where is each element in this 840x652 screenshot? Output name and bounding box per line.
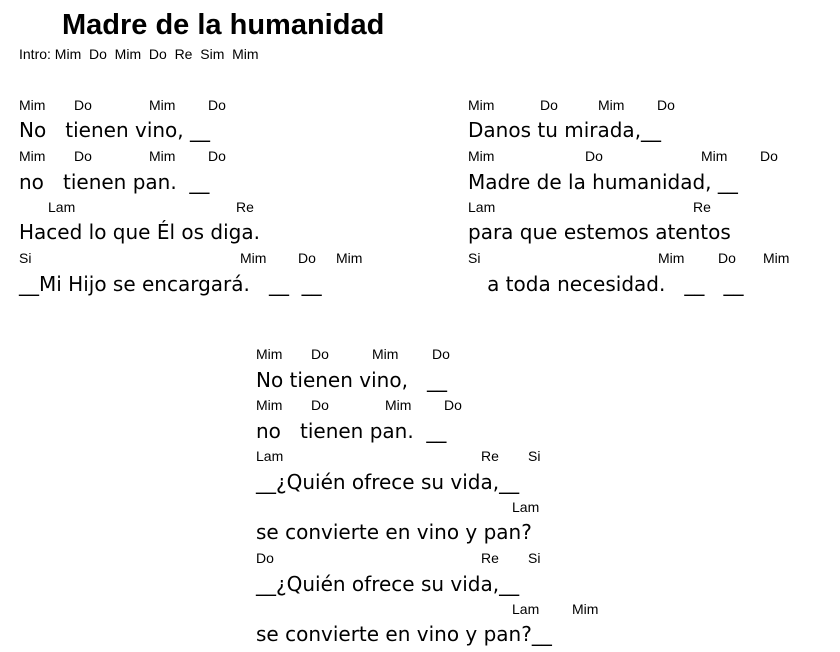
lyric-line: No tienen vino, __ (256, 368, 448, 392)
chord: Do (432, 346, 450, 362)
chord: Do (657, 97, 675, 113)
chord: Do (444, 397, 462, 413)
chord: Do (585, 148, 603, 164)
lyric-line: no tienen pan. __ (256, 419, 447, 443)
lyric-line: Danos tu mirada,__ (468, 118, 662, 142)
intro-chords: Intro: Mim Do Mim Do Re Sim Mim (19, 46, 259, 62)
lyric-line: Madre de la humanidad, __ (468, 170, 738, 194)
chord: Mim (149, 97, 176, 113)
chord: Do (311, 346, 329, 362)
chord: Si (528, 550, 541, 566)
chord: Do (718, 250, 736, 266)
chord: Mim (763, 250, 790, 266)
chord: Do (74, 97, 92, 113)
chord: Mim (256, 346, 283, 362)
chord: Do (298, 250, 316, 266)
chord: Si (468, 250, 481, 266)
chord: Mim (372, 346, 399, 362)
chord: Do (74, 148, 92, 164)
chord: Mim (468, 148, 495, 164)
chord: Mim (19, 97, 46, 113)
chord: Mim (572, 601, 599, 617)
chord: Si (528, 448, 541, 464)
lyric-line: No tienen vino, __ (19, 118, 211, 142)
chord: Mim (256, 397, 283, 413)
lyric-line: a toda necesidad. __ __ (468, 272, 744, 296)
chord: Mim (336, 250, 363, 266)
lyric-line: Haced lo que Él os diga. (19, 220, 260, 244)
song-title: Madre de la humanidad (62, 9, 385, 41)
chord: Do (760, 148, 778, 164)
chord: Re (236, 199, 254, 215)
chord: Re (481, 448, 499, 464)
chord: Mim (19, 148, 46, 164)
lyric-line: __Mi Hijo se encargará. __ __ (19, 272, 322, 296)
chord: Lam (256, 448, 284, 464)
chord: Do (256, 550, 274, 566)
chord: Re (693, 199, 711, 215)
chord: Lam (512, 499, 540, 515)
chord: Mim (149, 148, 176, 164)
chord: Re (481, 550, 499, 566)
chord: Mim (658, 250, 685, 266)
chord: Do (208, 148, 226, 164)
chord: Do (208, 97, 226, 113)
chord: Mim (468, 97, 495, 113)
lyric-line: __¿Quién ofrece su vida,__ (256, 572, 520, 596)
chord: Si (19, 250, 32, 266)
chord: Lam (48, 199, 76, 215)
chord: Mim (240, 250, 267, 266)
lyric-line: __¿Quién ofrece su vida,__ (256, 470, 520, 494)
lyric-line: para que estemos atentos (468, 220, 731, 244)
chord: Lam (512, 601, 540, 617)
lyric-line: no tienen pan. __ (19, 170, 210, 194)
chord: Lam (468, 199, 496, 215)
lyric-line: se convierte en vino y pan?__ (256, 622, 552, 646)
chord: Mim (701, 148, 728, 164)
lyric-line: se convierte en vino y pan? (256, 520, 532, 544)
chord: Mim (598, 97, 625, 113)
chord: Do (311, 397, 329, 413)
chord: Do (540, 97, 558, 113)
chord: Mim (385, 397, 412, 413)
